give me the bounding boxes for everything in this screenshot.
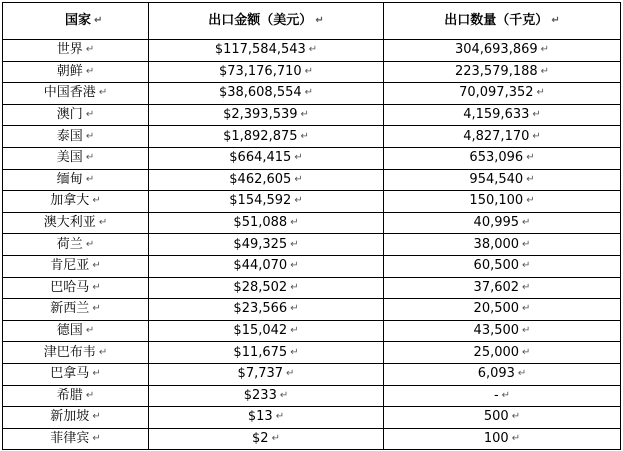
paragraph-mark-icon: ↵ [85,109,95,121]
paragraph-mark-icon: ↵ [290,238,299,250]
table-row [3,83,621,105]
cell-country-text: 肯尼亚 [50,258,90,274]
header-export-quantity-label: 出口数量（千克） [444,13,549,28]
cell-country-text: 朝鲜 [56,63,83,79]
paragraph-mark-icon: ↵ [92,303,101,315]
cell-export-quantity-text: 304,693,869 [454,42,538,58]
cell-export-quantity [384,277,621,299]
paragraph-mark-icon: ↵ [85,389,95,401]
cell-country-text: 中国香港 [43,85,96,101]
table-row [3,428,621,450]
paragraph-mark-icon: ↵ [92,411,101,423]
cell-export-value [149,83,384,105]
table-row [3,407,621,429]
paragraph-mark-icon: ↵ [501,389,511,401]
cell-export-value [149,191,384,213]
cell-country-text: 菲律宾 [50,430,90,446]
cell-country-text: 澳大利亚 [43,215,96,231]
paragraph-mark-icon: ↵ [315,15,324,26]
cell-export-quantity [384,407,621,429]
export-table [2,2,621,450]
header-export-value [149,3,384,40]
paragraph-mark-icon: ↵ [294,173,303,185]
paragraph-mark-icon: ↵ [540,44,550,56]
header-export-value-label: 出口金额（美元） [208,13,313,28]
paragraph-mark-icon: ↵ [92,281,101,293]
table-header-row [3,3,621,40]
cell-export-quantity-text: 70,097,352 [459,85,534,101]
cell-export-quantity-text: 954,540 [469,171,524,187]
cell-country [3,299,149,321]
cell-country [3,83,149,105]
cell-export-quantity-text: 38,000 [473,236,520,252]
cell-export-value [149,61,384,83]
header-country-label: 国家 [65,13,92,28]
cell-export-value [149,299,384,321]
cell-export-value-text: $11,675 [233,344,288,360]
cell-export-value-text: $1,892,875 [223,128,298,144]
cell-export-value-text: $28,502 [233,279,288,295]
cell-export-quantity [384,61,621,83]
cell-export-value [149,277,384,299]
cell-export-value [149,342,384,364]
cell-country [3,363,149,385]
cell-country-text: 澳门 [56,107,83,123]
table-row [3,212,621,234]
paragraph-mark-icon: ↵ [532,109,541,121]
table-row [3,234,621,256]
paragraph-mark-icon: ↵ [526,195,535,207]
cell-country-text: 巴哈马 [50,279,90,295]
paragraph-mark-icon: ↵ [294,152,303,164]
cell-export-value [149,385,384,407]
cell-country-text: 世界 [56,42,83,58]
cell-country-text: 泰国 [56,128,83,144]
cell-country-text: 美国 [56,150,83,166]
table-row [3,320,621,342]
table-row [3,40,621,62]
cell-export-value-text: $117,584,543 [214,42,306,58]
table-row [3,342,621,364]
cell-export-value [149,363,384,385]
paragraph-mark-icon: ↵ [290,303,299,315]
cell-export-quantity-text: 20,500 [473,301,520,317]
paragraph-mark-icon: ↵ [308,44,318,56]
paragraph-mark-icon: ↵ [94,15,103,26]
paragraph-mark-icon: ↵ [526,152,535,164]
cell-export-quantity [384,363,621,385]
cell-country [3,212,149,234]
cell-export-quantity [384,234,621,256]
cell-export-value-text: $15,042 [233,323,288,339]
cell-export-quantity-text: 4,159,633 [463,107,530,123]
cell-export-value [149,320,384,342]
cell-export-value-text: $7,737 [237,366,284,382]
cell-export-value [149,169,384,191]
table-row [3,277,621,299]
paragraph-mark-icon: ↵ [294,195,303,207]
paragraph-mark-icon: ↵ [300,130,309,142]
paragraph-mark-icon: ↵ [511,432,521,444]
cell-country [3,428,149,450]
paragraph-mark-icon: ↵ [517,368,527,380]
paragraph-mark-icon: ↵ [304,65,314,77]
table-row [3,104,621,126]
paragraph-mark-icon: ↵ [85,130,95,142]
paragraph-mark-icon: ↵ [85,238,95,250]
cell-export-quantity [384,342,621,364]
paragraph-mark-icon: ↵ [98,217,108,229]
table-row [3,61,621,83]
cell-country [3,234,149,256]
paragraph-mark-icon: ↵ [92,432,101,444]
cell-export-quantity [384,147,621,169]
cell-export-quantity-text: 100 [483,430,509,446]
cell-export-quantity-text: - [493,387,499,403]
cell-country [3,277,149,299]
cell-export-value-text: $13 [247,409,273,425]
cell-export-quantity-text: 4,827,170 [463,128,530,144]
paragraph-mark-icon: ↵ [85,152,95,164]
cell-export-quantity-text: 500 [483,409,509,425]
cell-country [3,407,149,429]
table-row [3,169,621,191]
cell-export-value-text: $44,070 [233,258,288,274]
table-row [3,147,621,169]
paragraph-mark-icon: ↵ [511,411,521,423]
paragraph-mark-icon: ↵ [85,44,95,56]
cell-export-quantity-text: 60,500 [473,258,520,274]
cell-export-value [149,255,384,277]
cell-country-text: 津巴布韦 [43,344,96,360]
cell-country-text: 德国 [56,323,83,339]
paragraph-mark-icon: ↵ [286,368,295,380]
cell-export-quantity-text: 223,579,188 [454,63,538,79]
paragraph-mark-icon: ↵ [540,65,550,77]
table-row [3,126,621,148]
paragraph-mark-icon: ↵ [92,260,101,272]
table-row [3,385,621,407]
paragraph-mark-icon: ↵ [85,173,95,185]
paragraph-mark-icon: ↵ [522,238,531,250]
table-row [3,363,621,385]
table-row [3,191,621,213]
paragraph-mark-icon: ↵ [522,325,531,337]
cell-country [3,342,149,364]
paragraph-mark-icon: ↵ [304,87,314,99]
header-export-quantity [384,3,621,40]
header-country [3,3,149,40]
cell-export-quantity [384,126,621,148]
paragraph-mark-icon: ↵ [290,281,299,293]
cell-export-value-text: $49,325 [233,236,288,252]
cell-export-quantity-text: 43,500 [473,323,520,339]
cell-export-quantity-text: 6,093 [477,366,515,382]
cell-export-value [149,212,384,234]
cell-export-quantity [384,255,621,277]
paragraph-mark-icon: ↵ [290,217,299,229]
cell-country [3,255,149,277]
cell-export-value-text: $664,415 [229,150,292,166]
cell-export-quantity [384,320,621,342]
paragraph-mark-icon: ↵ [98,87,108,99]
cell-country [3,191,149,213]
paragraph-mark-icon: ↵ [271,432,280,444]
paragraph-mark-icon: ↵ [290,346,299,358]
cell-export-value [149,126,384,148]
cell-country [3,104,149,126]
paragraph-mark-icon: ↵ [532,130,541,142]
paragraph-mark-icon: ↵ [290,325,299,337]
cell-country [3,40,149,62]
cell-export-quantity-text: 653,096 [469,150,524,166]
cell-export-value [149,147,384,169]
cell-export-value [149,234,384,256]
cell-country [3,61,149,83]
cell-export-quantity [384,40,621,62]
cell-export-value [149,40,384,62]
cell-country [3,126,149,148]
cell-export-value-text: $233 [243,387,277,403]
cell-export-value-text: $38,608,554 [218,85,302,101]
paragraph-mark-icon: ↵ [290,260,299,272]
paragraph-mark-icon: ↵ [98,346,108,358]
cell-export-value-text: $2 [252,430,269,446]
cell-export-value-text: $23,566 [233,301,288,317]
cell-export-quantity [384,428,621,450]
cell-country-text: 新西兰 [50,301,90,317]
paragraph-mark-icon: ↵ [536,87,545,99]
paragraph-mark-icon: ↵ [522,303,531,315]
cell-country-text: 加拿大 [50,193,90,209]
cell-export-value-text: $51,088 [233,215,288,231]
cell-export-value [149,428,384,450]
cell-export-value-text: $73,176,710 [218,63,302,79]
cell-export-value [149,104,384,126]
cell-export-quantity [384,299,621,321]
cell-export-quantity [384,169,621,191]
cell-country [3,385,149,407]
cell-export-quantity [384,104,621,126]
cell-country [3,169,149,191]
cell-country-text: 新加坡 [50,409,90,425]
cell-export-quantity [384,212,621,234]
cell-export-quantity-text: 37,602 [473,279,520,295]
paragraph-mark-icon: ↵ [92,368,101,380]
cell-country-text: 巴拿马 [50,366,90,382]
cell-export-quantity [384,191,621,213]
paragraph-mark-icon: ↵ [92,195,101,207]
paragraph-mark-icon: ↵ [522,260,531,272]
paragraph-mark-icon: ↵ [85,65,95,77]
paragraph-mark-icon: ↵ [85,325,95,337]
cell-export-quantity [384,83,621,105]
paragraph-mark-icon: ↵ [522,281,531,293]
cell-export-value-text: $154,592 [229,193,292,209]
paragraph-mark-icon: ↵ [526,173,535,185]
table-body [3,40,621,450]
paragraph-mark-icon: ↵ [275,411,285,423]
paragraph-mark-icon: ↵ [300,109,309,121]
cell-export-value-text: $2,393,539 [223,107,298,123]
table-row [3,299,621,321]
cell-country [3,320,149,342]
cell-country-text: 希腊 [56,387,83,403]
cell-export-value [149,407,384,429]
cell-export-value-text: $462,605 [229,171,292,187]
paragraph-mark-icon: ↵ [522,346,531,358]
cell-export-quantity-text: 150,100 [469,193,524,209]
cell-country [3,147,149,169]
cell-export-quantity [384,385,621,407]
table-row [3,255,621,277]
cell-export-quantity-text: 40,995 [473,215,520,231]
paragraph-mark-icon: ↵ [279,389,289,401]
cell-country-text: 缅甸 [56,171,83,187]
cell-export-quantity-text: 25,000 [473,344,520,360]
paragraph-mark-icon: ↵ [522,217,531,229]
cell-country-text: 荷兰 [56,236,83,252]
paragraph-mark-icon: ↵ [551,15,560,26]
